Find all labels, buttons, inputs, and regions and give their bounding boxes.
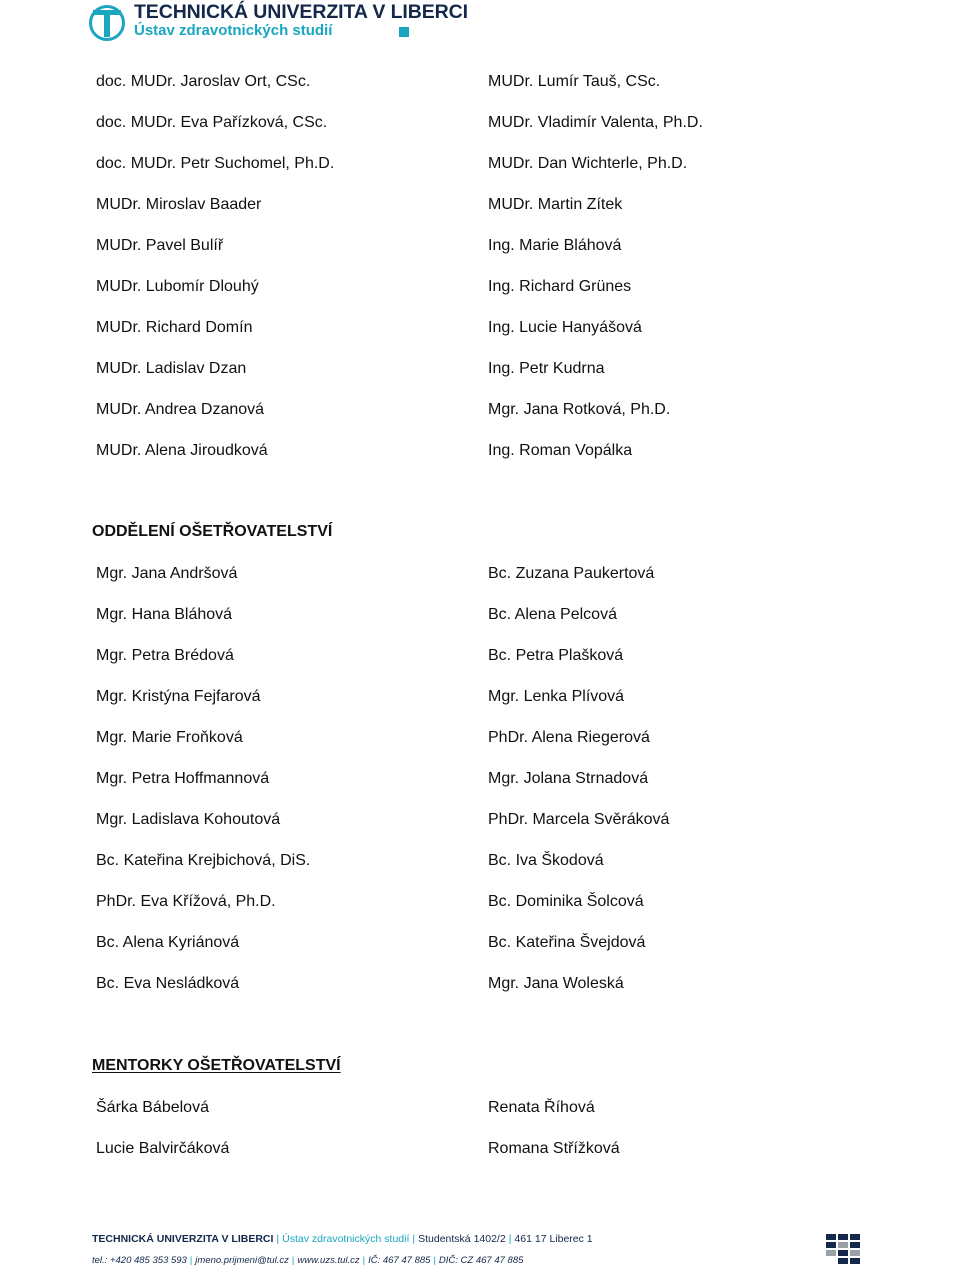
footer-dept: Ústav zdravotnických studií <box>282 1233 410 1245</box>
list-item: Ing. Roman Vopálka <box>488 442 633 459</box>
list-item: Ing. Richard Grünes <box>488 278 632 295</box>
footer-email[interactable]: jmeno.prijmeni@tul.cz <box>195 1255 289 1266</box>
list-item: MUDr. Pavel Bulíř <box>96 237 224 254</box>
footer-web[interactable]: www.uzs.tul.cz <box>297 1255 360 1266</box>
list-item: Ing. Marie Bláhová <box>488 237 622 254</box>
mentors-list-left <box>96 1098 229 1180</box>
mentors-list-right <box>488 1098 620 1180</box>
footer-street: Studentská 1402/2 <box>418 1233 506 1245</box>
list-item: doc. MUDr. Jaroslav Ort, CSc. <box>96 73 311 90</box>
section-heading-nursing: ODDĚLENÍ OŠETŘOVATELSTVÍ <box>92 523 333 540</box>
list-item: Mgr. Ladislava Kohoutová <box>96 811 281 828</box>
footer-city: 461 17 Liberec 1 <box>514 1233 593 1245</box>
nursing-list-right <box>488 564 669 1015</box>
list-item: Bc. Dominika Šolcová <box>488 893 644 910</box>
list-item: MUDr. Dan Wichterle, Ph.D. <box>488 155 688 172</box>
staff-list-left <box>96 72 334 482</box>
list-item: Bc. Kateřina Krejbichová, DiS. <box>96 852 311 869</box>
list-item: MUDr. Lumír Tauš, CSc. <box>488 73 661 90</box>
list-item: MUDr. Alena Jiroudková <box>96 442 268 459</box>
list-item: Mgr. Marie Froňková <box>96 729 243 746</box>
list-item: MUDr. Vladimír Valenta, Ph.D. <box>488 114 703 131</box>
university-logo-icon <box>88 4 126 42</box>
institution-name: TECHNICKÁ UNIVERZITA V LIBERCI <box>134 1 468 23</box>
list-item: Romana Střížková <box>488 1140 620 1157</box>
list-item: MUDr. Lubomír Dlouhý <box>96 278 259 295</box>
list-item: Bc. Petra Plašková <box>488 647 624 664</box>
nursing-list-left <box>96 564 310 1015</box>
list-item: Bc. Eva Nesládková <box>96 975 240 992</box>
list-item: PhDr. Marcela Svěráková <box>488 811 670 828</box>
list-item: Lucie Balvirčáková <box>96 1140 230 1157</box>
list-item: Mgr. Jana Andršová <box>96 565 238 582</box>
list-item: Bc. Zuzana Paukertová <box>488 565 655 582</box>
footer-dic: DIČ: CZ 467 47 885 <box>438 1255 524 1266</box>
list-item: Mgr. Kristýna Fejfarová <box>96 688 261 705</box>
footer-address: TECHNICKÁ UNIVERZITA V LIBERCI | Ústav zdravotnických studií | Studentská 1402/2 | 461 17 Liberec 1 <box>92 1233 593 1245</box>
list-item: MUDr. Ladislav Dzan <box>96 360 247 377</box>
list-item: Bc. Alena Pelcová <box>488 606 617 623</box>
list-item: Bc. Alena Kyriánová <box>96 934 240 951</box>
footer-contacts: tel.: +420 485 353 593 | jmeno.prijmeni@tul.cz | www.uzs.tul.cz | IČ: 467 47 885 | DIČ: CZ 467 47 885 <box>92 1255 524 1266</box>
list-item: Mgr. Jolana Strnadová <box>488 770 649 787</box>
list-item: Šárka Bábelová <box>96 1099 209 1116</box>
list-item: Mgr. Petra Brédová <box>96 647 234 664</box>
staff-list-right <box>488 72 703 482</box>
list-item: Bc. Kateřina Švejdová <box>488 934 646 951</box>
list-item: Mgr. Jana Rotková, Ph.D. <box>488 401 671 418</box>
section-heading-mentors: MENTORKY OŠETŘOVATELSTVÍ <box>92 1057 341 1074</box>
list-item: Mgr. Hana Bláhová <box>96 606 233 623</box>
list-item: Ing. Lucie Hanyášová <box>488 319 642 336</box>
footer-tel: tel.: +420 485 353 593 <box>92 1255 187 1266</box>
list-item: MUDr. Andrea Dzanová <box>96 401 265 418</box>
footer-org: TECHNICKÁ UNIVERZITA V LIBERCI <box>92 1233 274 1245</box>
department-name: Ústav zdravotnických studií <box>134 22 333 39</box>
list-item: Mgr. Lenka Plívová <box>488 688 625 705</box>
list-item: Renata Říhová <box>488 1099 595 1116</box>
list-item: Mgr. Jana Woleská <box>488 975 624 992</box>
footer-ic: IČ: 467 47 885 <box>368 1255 431 1266</box>
list-item: Mgr. Petra Hoffmannová <box>96 770 270 787</box>
brand-grid-icon <box>826 1234 860 1268</box>
list-item: Bc. Iva Škodová <box>488 852 604 869</box>
list-item: PhDr. Eva Křížová, Ph.D. <box>96 893 276 910</box>
list-item: MUDr. Miroslav Baader <box>96 196 262 213</box>
brand-square <box>399 27 409 37</box>
list-item: PhDr. Alena Riegerová <box>488 729 650 746</box>
list-item: Ing. Petr Kudrna <box>488 360 605 377</box>
list-item: MUDr. Richard Domín <box>96 319 253 336</box>
list-item: doc. MUDr. Eva Pařízková, CSc. <box>96 114 328 131</box>
list-item: MUDr. Martin Zítek <box>488 196 623 213</box>
list-item: doc. MUDr. Petr Suchomel, Ph.D. <box>96 155 335 172</box>
